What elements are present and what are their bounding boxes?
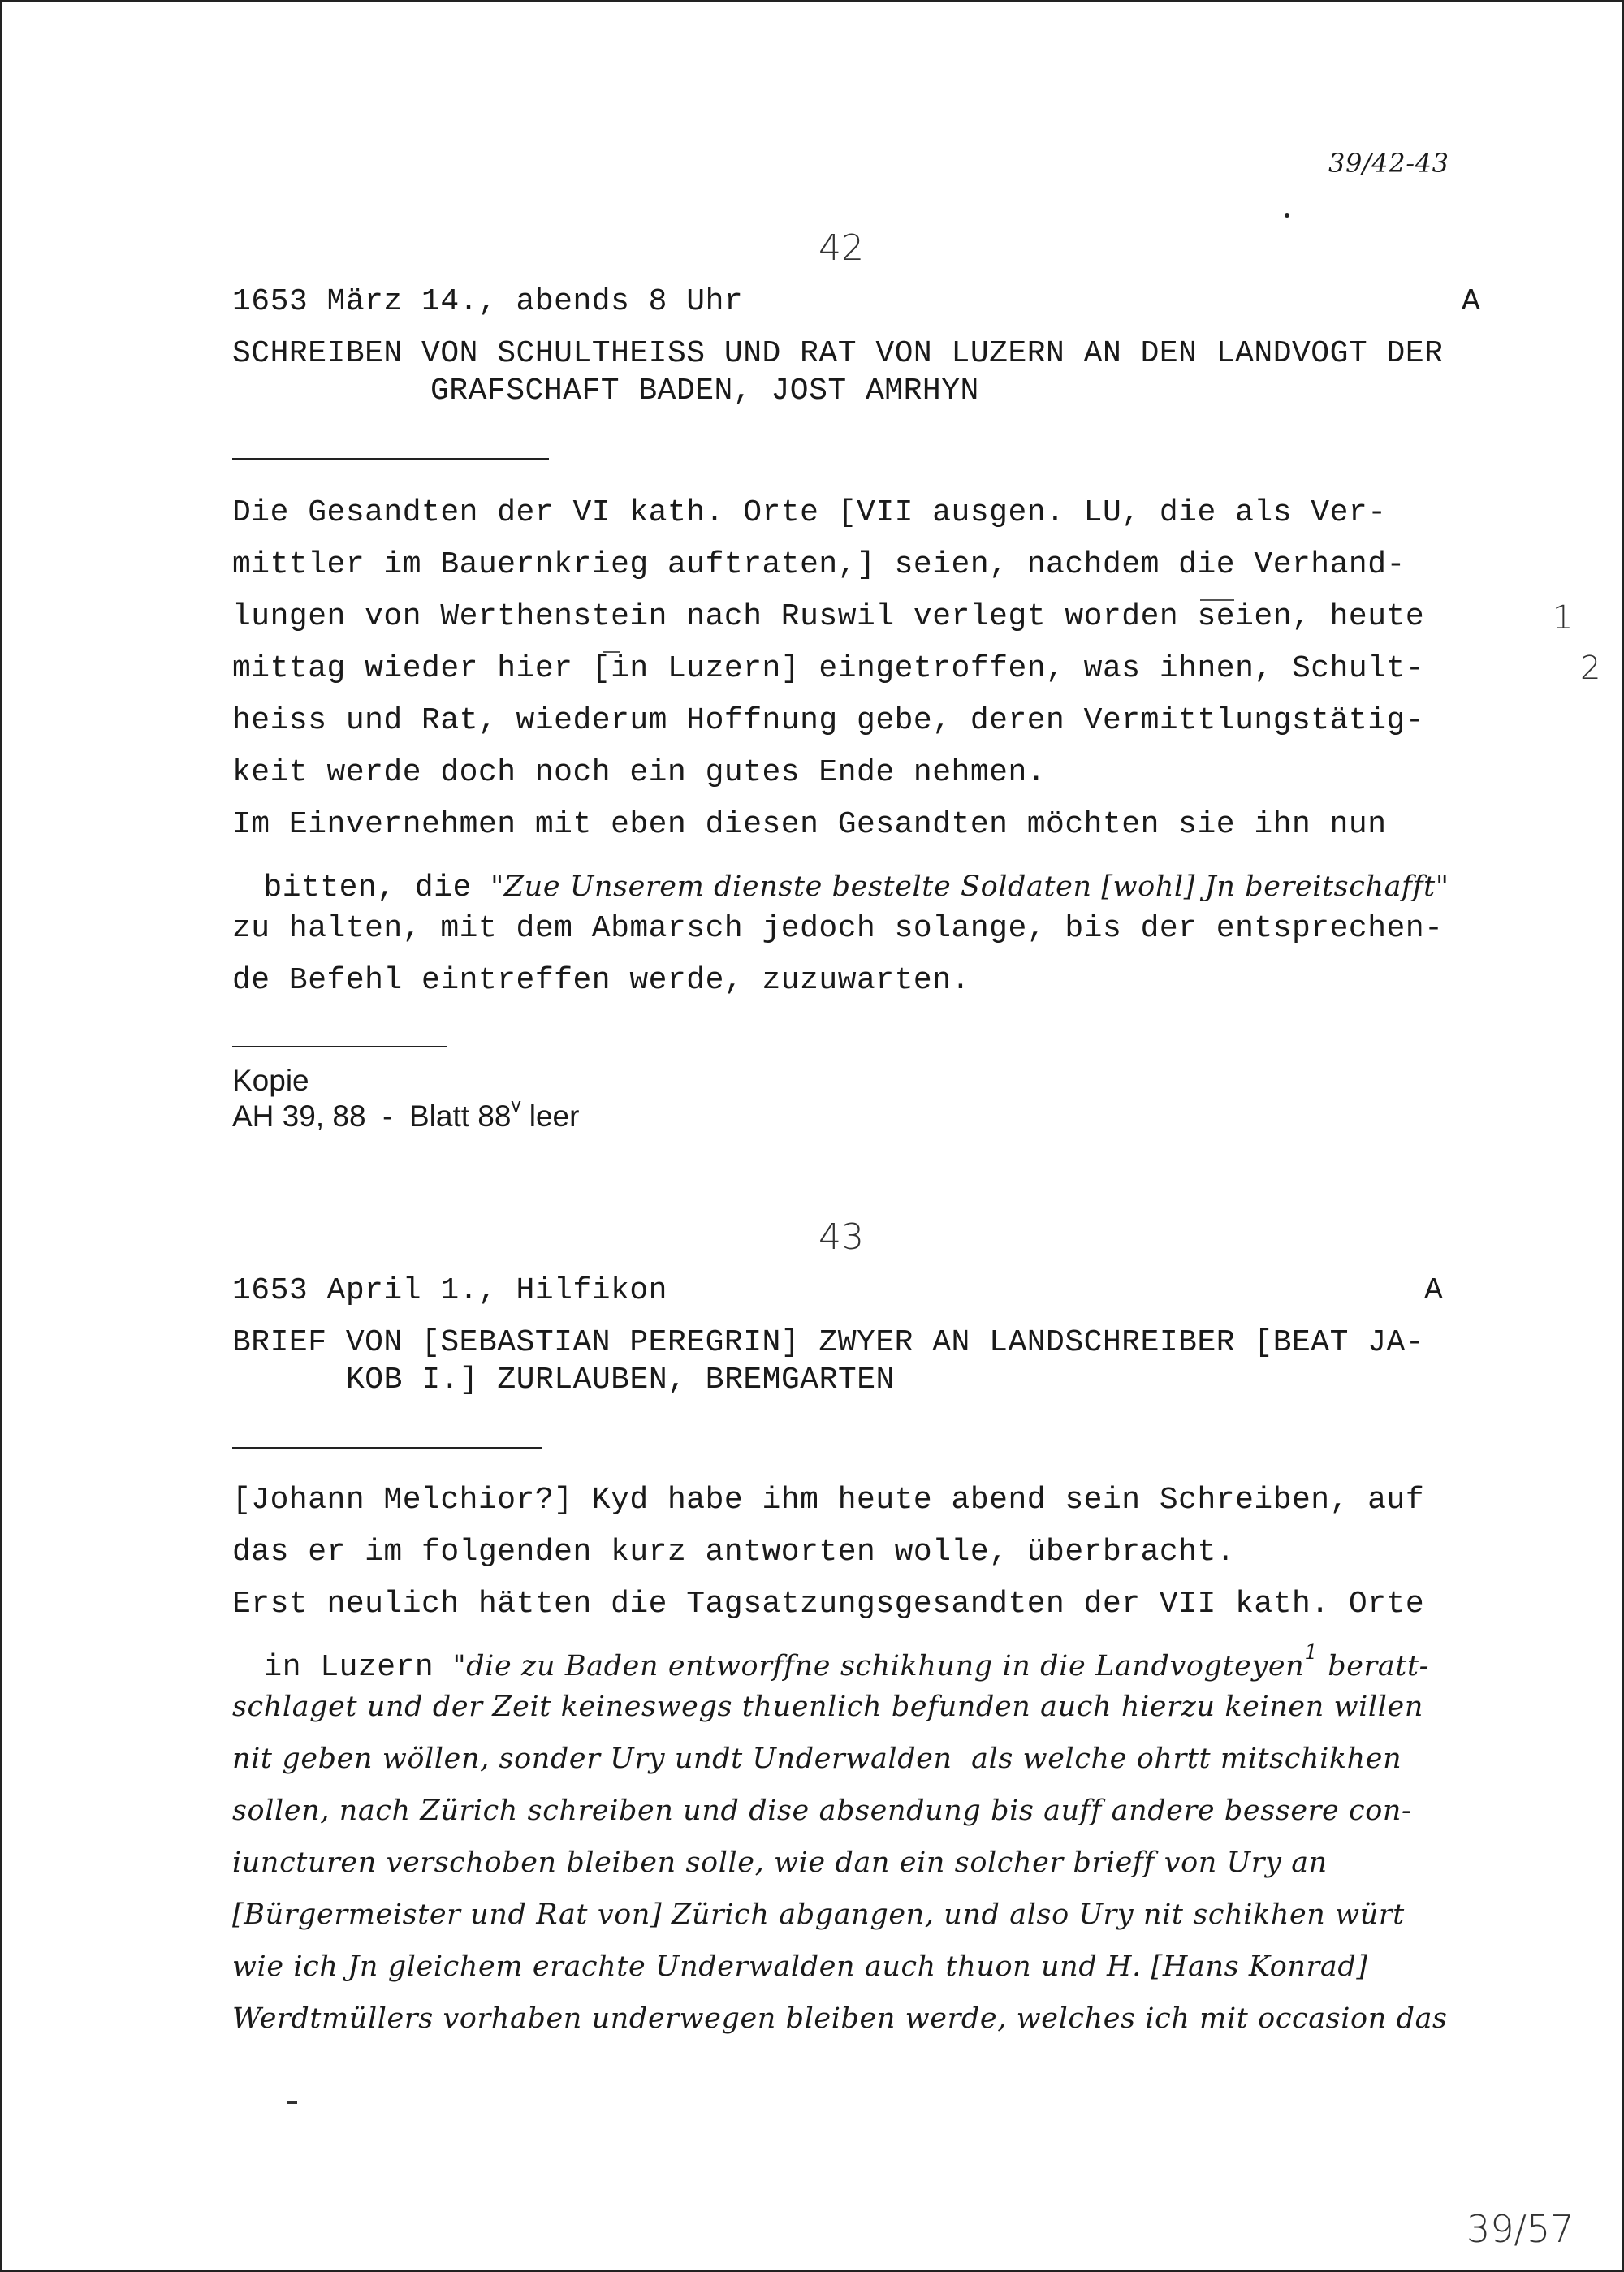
- doc43-line4-end: beratt-: [1318, 1650, 1430, 1682]
- doc43-quote-line: sollen, nach Zürich schreiben und dise absendung bis auff andere bessere con-: [232, 1795, 1412, 1827]
- doc42-date: 1653 März 14., abends 8 Uhr: [232, 284, 744, 319]
- stray-dot: [1285, 213, 1289, 218]
- doc43-body-line: [Johann Melchior?] Kyd habe ihm heute abend sein Schreiben, auf: [232, 1483, 1425, 1518]
- page-number-handwritten: 39/57: [1466, 2207, 1574, 2251]
- doc42-body-line: Die Gesandten der VI kath. Orte [VII ausgen. LU, die als Ver-: [232, 495, 1387, 530]
- doc42-body-line: mittler im Bauernkrieg auftraten,] seien, nachdem die Verhand-: [232, 547, 1406, 582]
- overline-mark: [1200, 599, 1234, 601]
- doc42-source-separator: [232, 1046, 447, 1047]
- doc42-source-ref: [232, 1095, 580, 1134]
- doc43-quote-line: nit geben wöllen, sonder Ury undt Underwalden als welche ohrtt mitschikhen: [232, 1743, 1402, 1775]
- doc43-title-line-1: BRIEF VON [SEBASTIAN PEREGRIN] ZWYER AN LANDSCHREIBER [BEAT JA-: [232, 1325, 1425, 1360]
- margin-note-1: 1: [1553, 599, 1574, 637]
- doc43-date: 1653 April 1., Hilfikon: [232, 1273, 667, 1308]
- doc43-body-line: Erst neulich hätten die Tagsatzungsgesandten der VII kath. Orte: [232, 1587, 1425, 1622]
- doc43-quote-line: iuncturen verschoben bleiben solle, wie dan ein solcher brieff von Ury an: [232, 1847, 1328, 1879]
- doc42-body-line: keit werde doch noch ein gutes Ende nehmen.: [232, 755, 1047, 790]
- doc43-type: A: [1424, 1273, 1444, 1308]
- stray-mark: [287, 2101, 297, 2104]
- footnote-ref-1: 1: [1304, 1640, 1319, 1665]
- doc43-line4-start: in Luzern: [263, 1650, 453, 1685]
- doc42-body-line: de Befehl eintreffen werde, zuzuwarten.: [232, 963, 970, 998]
- page-reference: 39/42-43: [1328, 148, 1449, 179]
- doc42-body-line: zu halten, mit dem Abmarsch jedoch solange, bis der entsprechen-: [232, 911, 1444, 946]
- doc42-title-line-2: GRAFSCHAFT BADEN, JOST AMRHYN: [430, 374, 979, 408]
- doc42-source-type: Kopie: [232, 1064, 309, 1097]
- doc42-separator: [232, 458, 549, 460]
- doc42-title-line-1: SCHREIBEN VON SCHULTHEISS UND RAT VON LUZERN AN DEN LANDVOGT DER: [232, 336, 1444, 371]
- doc43-title-line-2: KOB I.] ZURLAUBEN, BREMGARTEN: [346, 1363, 895, 1397]
- doc43-separator: [232, 1447, 542, 1449]
- doc42-type: A: [1462, 284, 1481, 319]
- doc43-quote-line: schlaget und der Zeit keineswegs thuenlich befunden auch hierzu keinen willen: [232, 1691, 1423, 1723]
- doc42-body-line: lungen von Werthenstein nach Ruswil verlegt worden seien, heute: [232, 599, 1425, 634]
- doc42-body-line: Im Einvernehmen mit eben diesen Gesandten möchten sie ihn nun: [232, 807, 1387, 842]
- doc42-source-tail: leer: [520, 1099, 580, 1133]
- doc42-line8-start: bitten, die: [263, 870, 491, 905]
- margin-note-2: 2: [1580, 650, 1601, 687]
- doc42-body-line: mittag wieder hier [in Luzern] eingetroffen, was ihnen, Schult-: [232, 651, 1425, 686]
- doc43-body-line: das er im folgenden kurz antworten wolle, überbracht.: [232, 1535, 1236, 1570]
- doc42-source-ref-text: AH 39, 88 - Blatt 88: [232, 1099, 512, 1133]
- overline-mark: [603, 651, 620, 653]
- doc42-quote: "Zue Unserem dienste bestelte Soldaten [wohl] Jn bereitschafft": [490, 870, 1449, 903]
- doc42-source-sup: v: [511, 1095, 521, 1117]
- doc43-quote-line: wie ich Jn gleichem erachte Underwalden auch thuon und H. [Hans Konrad]: [232, 1950, 1368, 1983]
- doc43-quote-line: Werdtmüllers vorhaben underwegen bleiben werde, welches ich mit occasion das: [232, 2002, 1448, 2035]
- doc43-quote-start: "die zu Baden entworffne schikhung in die Landvogteyen: [452, 1650, 1305, 1682]
- document-number-42: 42: [818, 227, 864, 269]
- doc42-body-line: heiss und Rat, wiederum Hoffnung gebe, deren Vermittlungstätig-: [232, 703, 1425, 738]
- document-number-43: 43: [818, 1216, 864, 1258]
- doc43-quote-line: [Bürgermeister und Rat von] Zürich abgangen, und also Ury nit schikhen würt: [232, 1898, 1405, 1931]
